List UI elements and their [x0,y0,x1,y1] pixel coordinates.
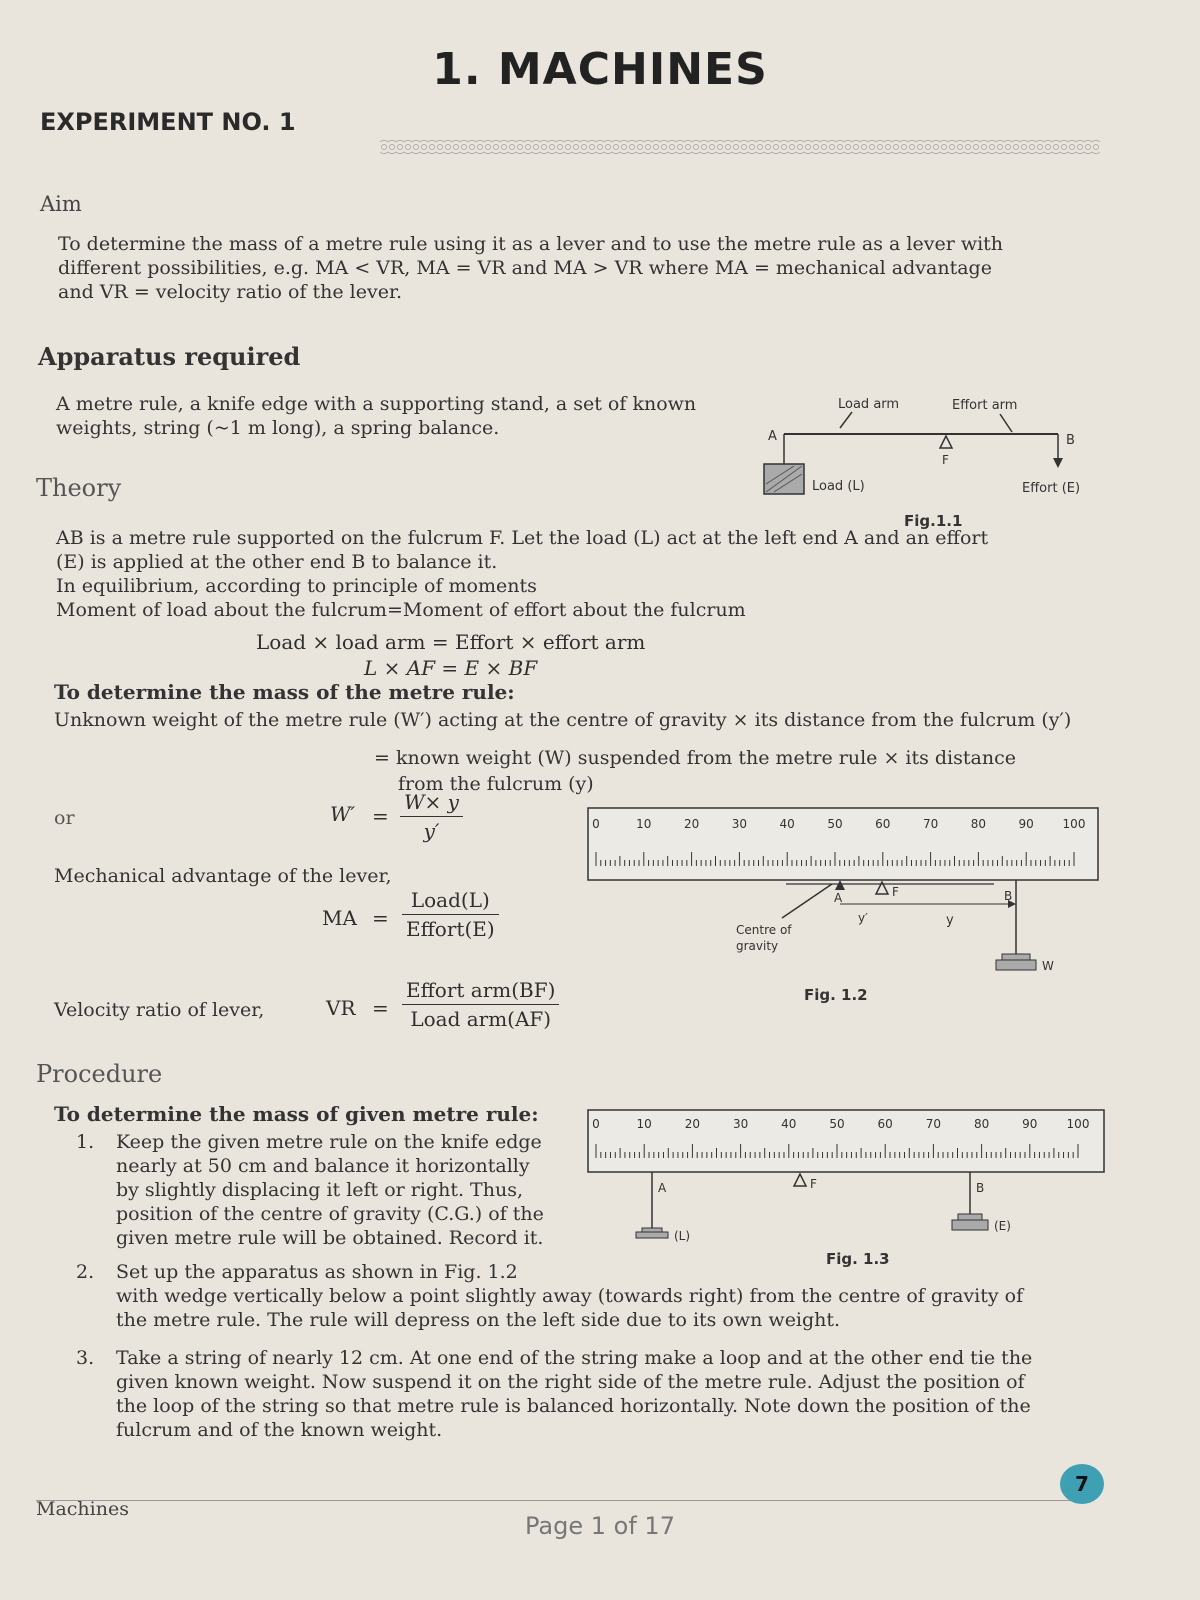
aim-heading: Aim [40,192,82,216]
mass-line-3: from the fulcrum (y) [398,773,594,795]
step-line: the metre rule. The rule will depress on the left side due to its own weight. [116,1309,841,1331]
ma-denominator: Effort(E) [406,917,495,941]
step-text [116,1260,1023,1332]
fig3-label-e: (E) [994,1219,1011,1233]
fig2-label-w: W [1042,959,1054,973]
scale-label: 0 [592,1117,600,1131]
experiment-title: EXPERIMENT NO. 1 [40,108,296,136]
ma-fraction [402,888,499,941]
scale-label: 70 [922,817,939,831]
theory-heading: Theory [36,474,122,502]
step-line: Set up the apparatus as shown in Fig. 1.2 [116,1261,518,1283]
fig1-load-arm-label: Load arm [838,397,900,412]
or-label: or [54,807,75,829]
scale-label: 60 [875,817,891,831]
apparatus-heading: Apparatus required [38,342,301,371]
ma-equals: = [372,906,389,930]
scale-label: 10 [636,1117,652,1131]
procedure-heading: Procedure [36,1060,163,1088]
scale-label: 30 [732,1117,749,1131]
step-number: 3. [76,1347,95,1369]
ma-intro: Mechanical advantage of the lever, [54,865,392,887]
fig1-effort-arm-label: Effort arm [952,398,1018,413]
ma-lhs: MA [322,906,357,930]
scale-label: 60 [877,1117,893,1131]
scale-label: 10 [636,817,652,831]
procedure-step-3 [76,1346,1116,1446]
scale-label: 80 [970,817,987,831]
fig3-caption: Fig. 1.3 [826,1250,890,1268]
fig3-label-a: A [658,1181,667,1195]
step-line: given known weight. Now suspend it on the right side of the metre rule. Adjust the position of [116,1371,1025,1393]
fig-1-2-metre-rule-diagram [586,806,1106,1006]
theory-line: AB is a metre rule supported on the fulcrum F. Let the load (L) act at the left end A and an effort [56,527,989,549]
aim-line: and VR = velocity ratio of the lever. [58,281,403,303]
vr-numerator: Effort arm(BF) [402,978,559,1005]
apparatus-line: weights, string (~1 m long), a spring balance. [56,417,500,439]
footer-chapter-name: Machines [36,1498,129,1520]
fig2-cog-marker [835,880,845,890]
step-line: nearly at 50 cm and balance it horizontally [116,1155,530,1177]
scale-label: 100 [1066,1117,1090,1131]
fig3-label-l: (L) [674,1229,691,1243]
step-number: 1. [76,1131,95,1153]
vr-denominator: Load arm(AF) [410,1007,552,1031]
step-line: given metre rule will be obtained. Record it. [116,1227,544,1249]
theory-line: (E) is applied at the other end B to balance it. [56,551,498,573]
fig1-label-a: A [768,429,777,444]
scale-label: 30 [731,817,748,831]
aim-line: different possibilities, e.g. MA < VR, MA = VR and MA > VR where MA = mechanical advantage [58,257,992,279]
fig2-weight [996,960,1036,970]
step-line: Keep the given metre rule on the knife edge [116,1131,542,1153]
equation-moments: Load × load arm = Effort × effort arm [256,630,646,654]
step-line: Take a string of nearly 12 cm. At one end of the string make a loop and at the other end tie the [116,1347,1033,1369]
scale-label: 0 [592,817,600,831]
scale-label: 50 [827,817,843,831]
fig1-label-f: F [942,453,949,467]
procedure-step-1 [76,1130,596,1260]
scale-label: 90 [1018,817,1034,831]
apparatus-line: A metre rule, a knife edge with a supporting stand, a set of known [56,393,697,415]
step-text [116,1346,1032,1442]
fig3-load [636,1232,668,1238]
fig2-cog-label-2: gravity [736,939,779,953]
step-text [116,1130,544,1250]
footer-rule [36,1500,1086,1501]
step-line: by slightly displacing it left or right. Thus, [116,1179,523,1201]
vr-lhs: VR [326,996,356,1020]
fig3-effort-weight [952,1220,988,1230]
step-line: position of the centre of gravity (C.G.) of the [116,1203,544,1225]
fig2-label-y-prime: y′ [858,911,868,925]
w-denominator: y′ [423,819,440,843]
fig3-label-b: B [976,1181,985,1195]
mass-line-1: Unknown weight of the metre rule (W′) acting at the centre of gravity × its distance from the fulcrum (y′) [54,709,1072,731]
decorative-divider [380,140,1100,154]
page-number-badge: 7 [1060,1464,1104,1504]
theory-line: In equilibrium, according to principle of moments [56,575,537,597]
scale-label: 20 [684,1117,701,1131]
fig2-caption: Fig. 1.2 [804,986,868,1004]
fig1-label-b: B [1066,433,1075,448]
ma-numerator: Load(L) [402,888,499,915]
fig2-label-b: B [1004,889,1013,903]
mass-line-2: = known weight (W) suspended from the metre rule × its distance [374,747,1016,769]
scale-label: 50 [829,1117,845,1131]
fig-1-3-metre-rule-diagram [586,1108,1116,1268]
step-line: fulcrum and of the known weight. [116,1419,443,1441]
scale-label: 20 [683,817,700,831]
scale-label: 40 [779,817,795,831]
scale-label: 40 [781,1117,797,1131]
fig3-label-f: F [810,1177,817,1191]
step-number: 2. [76,1261,95,1283]
fig1-fulcrum [940,436,952,448]
scale-label: 100 [1062,817,1086,831]
fig1-caption: Fig.1.1 [904,512,963,530]
vr-equals: = [372,996,389,1020]
vr-intro: Velocity ratio of lever, [54,999,265,1021]
vr-fraction [402,978,559,1031]
fig-1-1-lever-diagram [760,388,1100,538]
apparatus-text [56,392,756,440]
w-numerator: W× y [400,790,463,817]
scale-label: 80 [973,1117,990,1131]
w-prime-lhs: W′ [330,802,356,826]
procedure-step-2 [76,1260,1106,1336]
step-line: the loop of the string so that metre rule is balanced horizontally. Note down the position of the [116,1395,1031,1417]
scale-label: 90 [1022,1117,1038,1131]
w-equals: = [372,804,389,828]
page-indicator: Page 1 of 17 [525,1512,675,1540]
chapter-title: 1. MACHINES [432,44,768,95]
aim-text [58,232,1098,304]
equation-l-af: L × AF = E × BF [364,656,538,680]
fig1-effort-arrow [1053,458,1063,468]
scale-label: 70 [925,1117,942,1131]
theory-line: Moment of load about the fulcrum=Moment of effort about the fulcrum [56,599,746,621]
fig1-load-label: Load (L) [812,479,865,494]
fig2-cog-label-1: Centre of [736,923,792,937]
theory-text [56,526,1106,622]
fig2-label-y: y [946,913,954,928]
mass-heading: To determine the mass of the metre rule: [54,680,515,704]
procedure-subheading: To determine the mass of given metre rule: [54,1102,539,1126]
w-fraction [400,790,463,843]
fig2-label-a: A [834,891,843,905]
aim-line: To determine the mass of a metre rule using it as a lever and to use the metre rule as a lever with [58,233,1004,255]
fig3-fulcrum [794,1174,806,1186]
fig1-effort-label: Effort (E) [1022,481,1081,496]
fig2-label-f: F [892,885,899,899]
step-line: with wedge vertically below a point slightly away (towards right) from the centre of gravity of [116,1285,1024,1307]
